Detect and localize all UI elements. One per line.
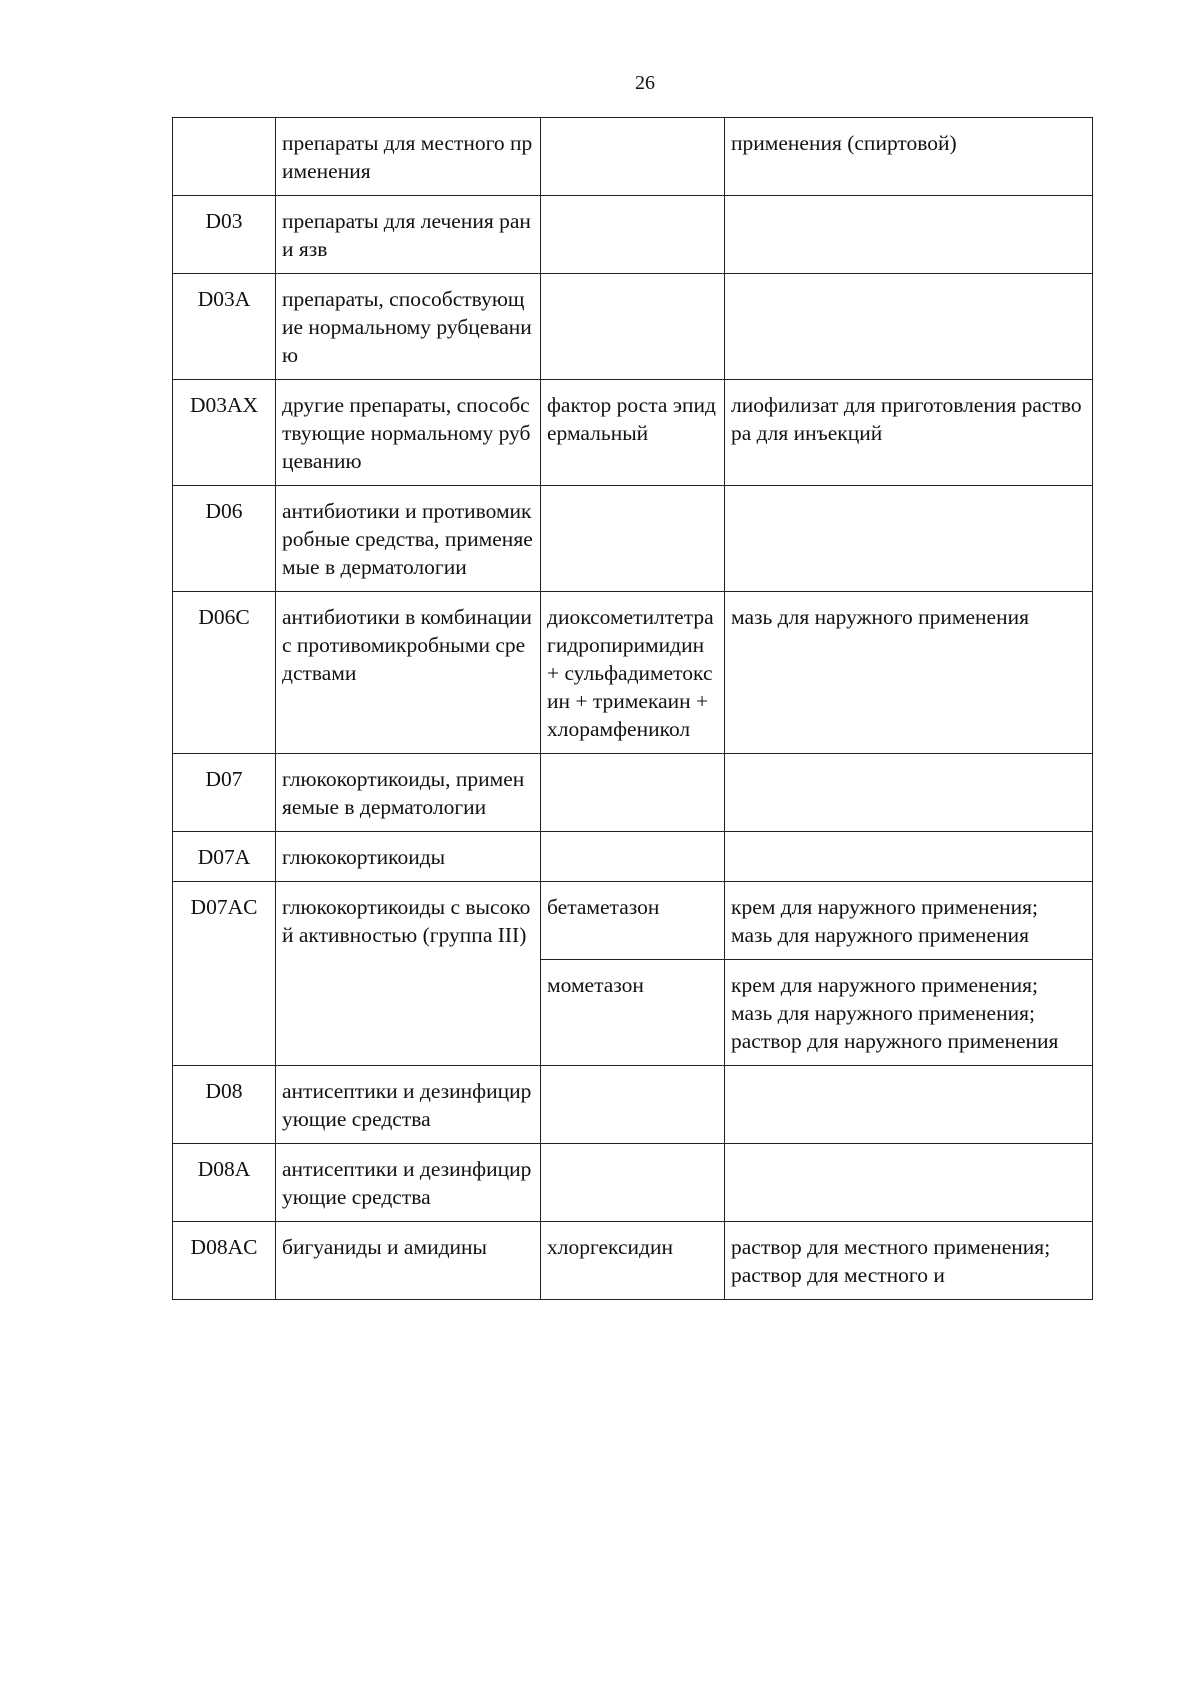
- atc-code: D07AC: [173, 882, 276, 1066]
- atc-code: D06C: [173, 592, 276, 754]
- atc-code: D08: [173, 1066, 276, 1144]
- table-row: [173, 196, 1093, 274]
- anatomical-group: глюкокортикоиды, применяемые в дерматологии: [276, 754, 541, 832]
- table-row: [173, 592, 1093, 754]
- dosage-form: [725, 882, 1093, 960]
- anatomical-group: препараты, способствующие нормальному рубцеванию: [276, 274, 541, 380]
- atc-code: D08AC: [173, 1222, 276, 1300]
- dosage-form: [725, 196, 1093, 274]
- dosage-form-line: применения (спиртовой): [731, 131, 957, 155]
- anatomical-group: препараты для лечения ран и язв: [276, 196, 541, 274]
- dosage-form: [725, 832, 1093, 882]
- drug-name: [541, 118, 725, 196]
- anatomical-group: антисептики и дезинфицирующие средства: [276, 1144, 541, 1222]
- table-row: [173, 118, 1093, 196]
- dosage-form: [725, 754, 1093, 832]
- atc-code: D07A: [173, 832, 276, 882]
- page-number: 26: [635, 72, 655, 94]
- dosage-form: [725, 118, 1093, 196]
- atc-code: D03: [173, 196, 276, 274]
- dosage-form: [725, 1066, 1093, 1144]
- dosage-form: [725, 1222, 1093, 1300]
- anatomical-group: глюкокортикоиды с высокой активностью (группа III): [276, 882, 541, 1066]
- drug-name: [541, 274, 725, 380]
- atc-code: D06: [173, 486, 276, 592]
- drug-name: фактор роста эпидермальный: [541, 380, 725, 486]
- dosage-form-line: раствор для наружного применения: [731, 1029, 1059, 1053]
- atc-code: D07: [173, 754, 276, 832]
- drug-name: [541, 754, 725, 832]
- drug-table: [172, 117, 1093, 1300]
- table-row: [173, 1222, 1093, 1300]
- dosage-form-line: крем для наружного применения;: [731, 973, 1038, 997]
- table-row: [173, 486, 1093, 592]
- dosage-form: [725, 380, 1093, 486]
- anatomical-group: бигуаниды и амидины: [276, 1222, 541, 1300]
- drug-name: [541, 1144, 725, 1222]
- dosage-form-line: мазь для наружного применения: [731, 923, 1029, 947]
- drug-name: [541, 196, 725, 274]
- anatomical-group: антибиотики и противомикробные средства, применяемые в дерматологии: [276, 486, 541, 592]
- dosage-form: [725, 274, 1093, 380]
- table-row: [173, 1066, 1093, 1144]
- atc-code: D03A: [173, 274, 276, 380]
- dosage-form-line: мазь для наружного применения: [731, 605, 1029, 629]
- dosage-form: [725, 592, 1093, 754]
- anatomical-group: препараты для местного применения: [276, 118, 541, 196]
- anatomical-group: другие препараты, способствующие нормальному рубцеванию: [276, 380, 541, 486]
- drug-name: [541, 832, 725, 882]
- atc-code: [173, 118, 276, 196]
- dosage-form: [725, 486, 1093, 592]
- table-row: [173, 754, 1093, 832]
- atc-code: D08A: [173, 1144, 276, 1222]
- atc-code: D03AX: [173, 380, 276, 486]
- dosage-form: [725, 1144, 1093, 1222]
- dosage-form-line: мазь для наружного применения;: [731, 1001, 1035, 1025]
- drug-name: бетаметазон: [541, 882, 725, 960]
- anatomical-group: антибиотики в комбинации с противомикробными средствами: [276, 592, 541, 754]
- anatomical-group: глюкокортикоиды: [276, 832, 541, 882]
- drug-name: хлоргексидин: [541, 1222, 725, 1300]
- drug-name: [541, 1066, 725, 1144]
- table-row: [173, 882, 1093, 960]
- dosage-form-line: раствор для местного применения;: [731, 1235, 1051, 1259]
- dosage-form-line: раствор для местного и: [731, 1263, 945, 1287]
- anatomical-group: антисептики и дезинфицирующие средства: [276, 1066, 541, 1144]
- table-row: [173, 380, 1093, 486]
- table-row: [173, 274, 1093, 380]
- table-row: [173, 832, 1093, 882]
- drug-name: мометазон: [541, 960, 725, 1066]
- dosage-form-line: лиофилизат для приготовления раствора для инъекций: [731, 393, 1082, 445]
- drug-name: [541, 486, 725, 592]
- dosage-form: [725, 960, 1093, 1066]
- dosage-form-line: крем для наружного применения;: [731, 895, 1038, 919]
- drug-name: диоксометилтетрагидропиримидин + сульфадиметоксин + тримекаин + хлорамфеникол: [541, 592, 725, 754]
- table-row: [173, 1144, 1093, 1222]
